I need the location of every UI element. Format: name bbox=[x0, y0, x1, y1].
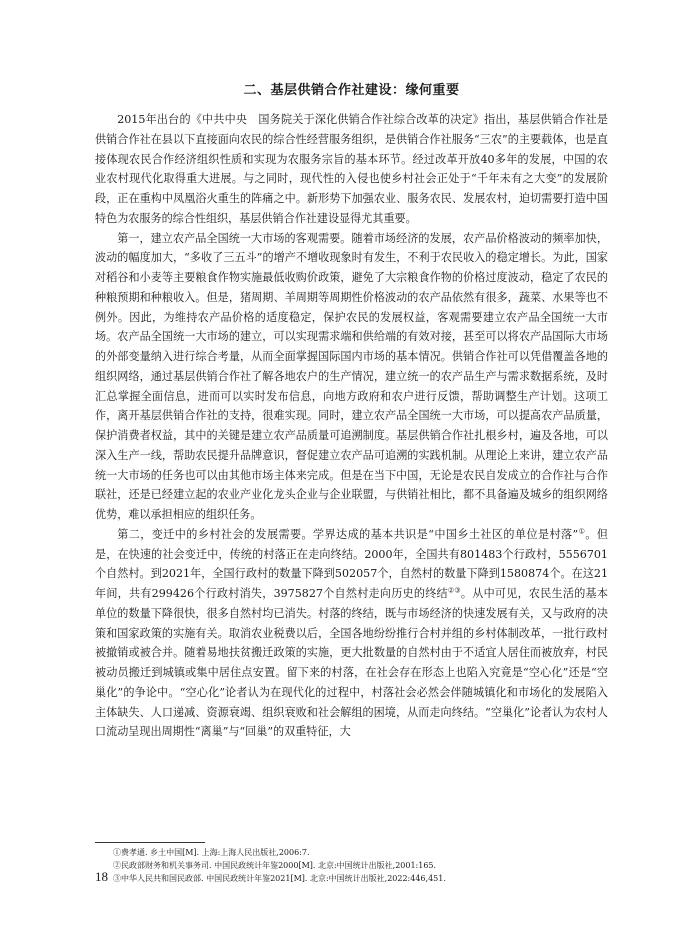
page-number: 18 bbox=[95, 869, 108, 884]
paragraph-text: 。但是，在快速的社会变迁中，传统的村落正在走向终结。2000年，全国共有801483个行政村，5556701个自然村。到2021年，全国行政村的数量下降到502057个，自然村的数量下降到1580874个。在这21年间，共有299426个行政村消失，3975827个自然村走向历史的终结 bbox=[95, 527, 608, 600]
paragraph-text: 第二，变迁中的乡村社会的发展需要。学界达成的基本共识是“中国乡土社区的单位是村落” bbox=[117, 527, 579, 541]
footnote-2: ②民政部财务和机关事务司. 中国民政统计年鉴2000[M]. 北京:中国统计出版社,2001:165. bbox=[113, 861, 437, 871]
footnote-3: ③中华人民共和国民政部. 中国民政统计年鉴2021[M]. 北京:中国统计出版社,2022:446,451. bbox=[113, 874, 446, 884]
footnotes bbox=[95, 842, 608, 886]
paragraph-text: 2015年出台的《中共中央 国务院关于深化供销合作社综合改革的决定》指出，基层供销合作社是供销合作社在县以下直接面向农民的综合性经营服务组织，是供销合作社服务“三农”的主要载体，也是直接体现农民合作经济组织性质和实现为农服务宗旨的基本环节。经过改革开放40多年的发展，中国的农业农村现代化取得重大进展。与之同时，现代性的入侵也使乡村社会正处于“千年未有之大变”的发展阶段，正在重构中凤凰浴火重生的阵痛之中。新形势下加强农业、服务农民、发展农村，迫切需要打造中国特色为农服务的综合性组织，基层供销合作社建设显得尤其重要。 bbox=[95, 113, 608, 225]
footnote-marker: ②③ bbox=[447, 586, 461, 595]
footnote-rule bbox=[95, 842, 205, 843]
body-paragraph bbox=[95, 110, 608, 229]
paragraph-text: 第一，建立农产品全国统一大市场的客观需要。随着市场经济的发展，农产品价格波动的频率加快，波动的幅度加大，“多收了三五斗”的增产不增收现象时有发生，不利于农民收入的稳定增长。为此，国家对稻谷和小麦等主要粮食作物实施最低收购价政策，避免了大宗粮食作物的价格过度波动，稳定了农民的种粮预期和种粮收入。但是，猪周期、羊周期等周期性价格波动的农产品依然有很多，蔬菜、水果等也不例外。因此，为维持农产品价格的适度稳定，保护农民的发展权益，客观需要建立农产品全国统一大市场。农产品全国统一大市场的建立，可以实现需求端和供给端的有效对接，甚至可以将农产品国际大市场的外部变量纳入进行综合考量，从而全面掌握国际国内市场的基本情况。供销合作社可以凭借覆盖各地的组织网络，通过基层供销合作社了解各地农户的生产情况，建立统一的农产品生产与需求数据系统，及时汇总掌握全面信息，进而可以实时发布信息，向地方政府和农户进行反馈，帮助调整生产计划。这项工作，离开基层供销合作社的支持，很难实现。同时，建立农产品全国统一大市场，可以提高农产品质量，保护消费者权益，其中的关键是建立农产品质量可追溯制度。基层供销合作社扎根乡村，遍及各地，可以深入生产一线，帮助农民提升品牌意识，督促建立农产品可追溯的实践机制。从理论上来讲，建立农产品统一大市场的任务也可以由其他市场主体来完成。但是在当下中国，无论是农民自发成立的合作社与合作联社，还是已经建立起的农业产业化龙头企业与企业联盟，与供销社相比，都不具备遍及城乡的组织网络优势，难以承担相应的组织任务。 bbox=[95, 231, 608, 521]
paragraph-text: 。从中可见，农民生活的基本单位的数量下降很快，很多自然村均已消失。村落的终结，既与市场经济的快速发展有关，又与政府的决策和国家政策的实施有关。取消农业税费以后，全国各地纷纷推行合村并组的乡村体制改革，一批行政村被撤销或被合并。随着易地扶贫搬迁政策的实施，更大批数量的自然村由于不适宜人居住而被放弃，村民被动员搬迁到城镇或集中居住点安置。留下来的村落，在社会存在形态上也陷入究竟是“空心化”还是“空巢化”的争论中。“空心化”论者认为在现代化的过程中，村落社会必然会伴随城镇化和市场化的发展陷入主体缺失、人口递减、资源衰竭、组织衰败和社会解组的困境，从而走向终结。“空巢化”论者认为农村人口流动呈现出周期性“离巢”与“回巢”的双重特征，大 bbox=[95, 587, 608, 739]
body-paragraph bbox=[95, 229, 608, 525]
paragraphs bbox=[95, 110, 608, 742]
section-title: 二、基层供销合作社建设：缘何重要 bbox=[243, 83, 460, 98]
footnote-1: ①费孝通. 乡土中国[M]. 上海:上海人民出版社,2006:7. bbox=[113, 848, 310, 857]
page-body bbox=[95, 82, 608, 742]
footnote-marker: ① bbox=[578, 527, 586, 536]
body-paragraph bbox=[95, 525, 608, 742]
